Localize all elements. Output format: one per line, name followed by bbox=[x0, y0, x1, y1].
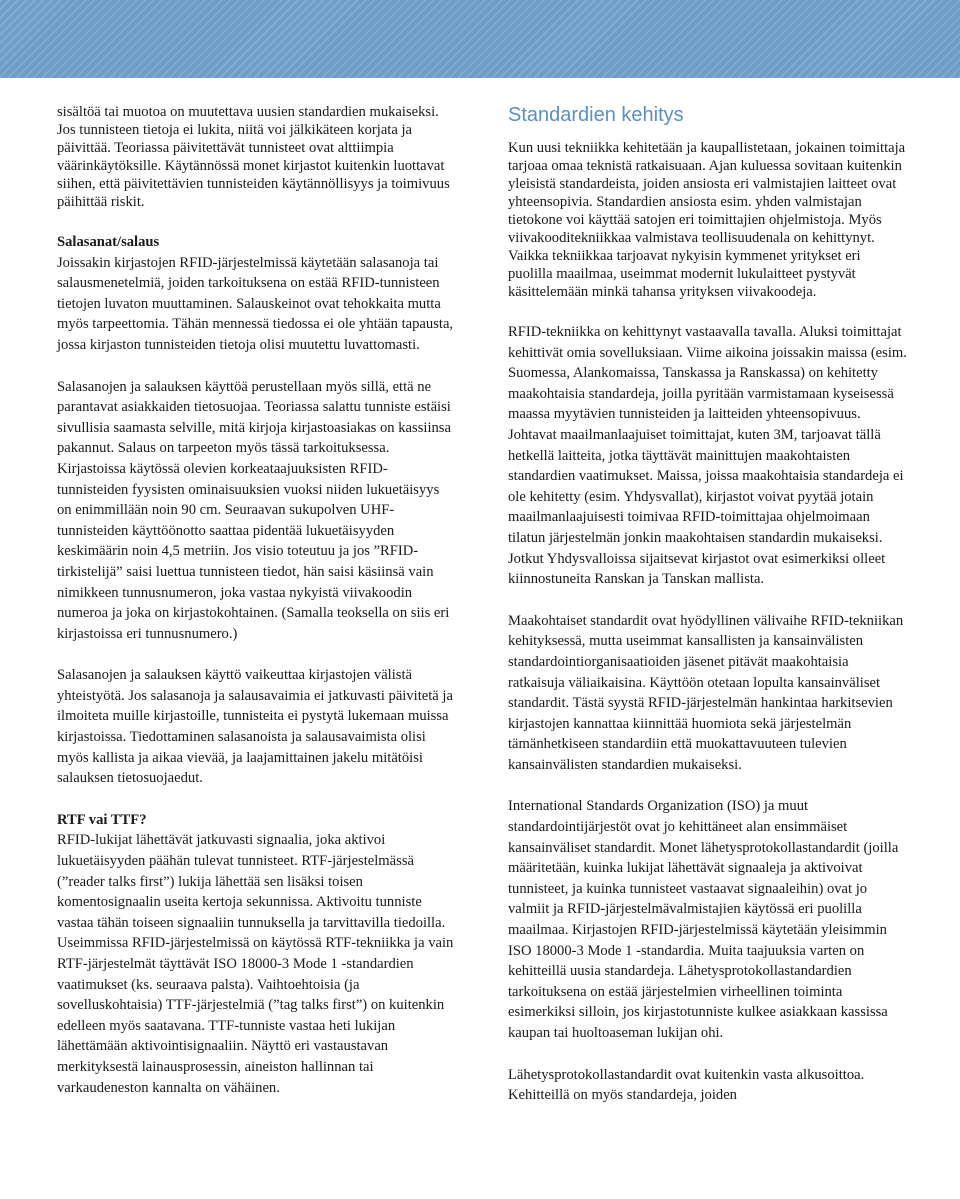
section-heading-standardien-kehitys: Standardien kehitys bbox=[508, 104, 684, 126]
paragraph: Kun uusi tekniikka kehitetään ja kaupallistetaan, jokainen toimittaja tarjoaa omaa teknistä ratkaisuaan. Ajan kuluessa sovitaan kuitenkin yleisistä standardeista, joiden ansiosta eri valmistajien laitteet ovat yhteensopivia. Standardien ansiosta esim. yhden valmistajan tietokone voi käyttää satojen eri toimittajien ohjelmistoja. Myös viivakooditekniikkaa valmistava teollisuudenala on kehittynyt. Vaikka tekniikkaa tarjoavat nykyisin kymmenet yritykset eri puolilla maailmaa, useimmat modernit lukulaitteet pystyvät käsittelemään minkä tahansa yrityksen viivakoodeja. bbox=[508, 140, 906, 300]
section-heading-salasanat: Salasanat/salaus bbox=[57, 234, 160, 250]
paragraph: RFID-lukijat lähettävät jatkuvasti signaalia, joka aktivoi lukuetäisyyden päähän tulevat tunnisteet. RTF-järjestelmässä (”reader talks first”) lukija lähettää sen lisäksi toisen komentosignaalin useita kertoja sekunnissa. Aktivoitu tunniste vastaa tähän toiseen signaaliin tunnuksella ja tarvittavilla tiedoilla. Useimmissa RFID-järjestelmissä on käytössä RTF-tekniikka ja vain RTF-järjestelmät täyttävät ISO 18000-3 Mode 1 -standardien vaatimukset (ks. seuraava palsta). Vaihtoehtoisia (ja sovelluskohtaisia) TTF-järjestelmiä (”tag talks first”) on kuitenkin edelleen myös saatavana. TTF-tunniste vastaa heti lukijan lähettämään aktivointisignaaliin. Näyttö eri vastaustavan merkityksestä lainausprosessin, aineiston hallinnan tai varkaudeneston kannalta on vähäinen. bbox=[57, 832, 454, 1096]
paragraph: RFID-tekniikka on kehittynyt vastaavalla tavalla. Aluksi toimittajat kehittivät omia sovelluksiaan. Viime aikoina joissakin maissa (esim. Suomessa, Alankomaissa, Tanskassa ja Ranskassa) on kehitetty maakohtaisia standardeja, joilla pyritään varmistamaan kyseisessä maassa myytävien tunnisteiden ja laitteiden yhteensopivuus. Johtavat maailmanlaajuiset toimittajat, kuten 3M, tarjoavat tällä hetkellä laitteita, jotka täyttävät mainittujen maakohtaisten standardien vaatimukset. Maissa, joissa maakohtaisia standardeja ei ole kehitetty (esim. Yhdysvallat), kirjastot voivat pyytää jotain maailmanlaajuisesti toimivaa RFID-toimittajaa ohjelmoimaan tilatun järjestelmän jonkin maakohtaisen standardin mukaiseksi. Jotkut Yhdysvalloissa sijaitsevat kirjastot ovat esimerkiksi olleet kiinnostuneita Ranskan ja Tanskan mallista. bbox=[508, 324, 907, 588]
paragraph: Salasanojen ja salauksen käyttö vaikeuttaa kirjastojen välistä yhteistyötä. Jos salasanoja ja salausavaimia ei jatkuvasti päivitetä ja ilmoiteta muille kirjastoille, tunnisteita ei pystytä lukemaan muissa kirjastoissa. Tiedottaminen salasanoista ja salausavaimista olisi myös kallista ja aikaa vievää, ja laajamittainen jakelu mitätöisi salauksen tietosuojaedut. bbox=[57, 667, 453, 787]
paragraph: Joissakin kirjastojen RFID-järjestelmissä käytetään salasanoja tai salausmenetelmiä, joiden tarkoituksena on estää RFID-tunnisteen tietojen luvaton muuttaminen. Salauskeinot ovat tehokkaita mutta myös tarpeettomia. Tähän mennessä tiedossa ei ole yhtään tapausta, jossa kirjaston tunnisteiden tietoja olisi muutettu luvattomasti. bbox=[57, 254, 454, 353]
paragraph: Lähetysprotokollastandardit ovat kuitenkin vasta alkusoittoa. Kehitteillä on myös standardeja, joiden bbox=[508, 1066, 865, 1104]
right-column bbox=[508, 103, 908, 1127]
left-column bbox=[57, 103, 455, 1119]
paragraph: Maakohtaiset standardit ovat hyödyllinen välivaihe RFID-tekniikan kehityksessä, mutta useimmat kansallisten ja kansainvälisten standardointiorganisaatioiden jäsenet pitävät maakohtaisia ratkaisuja väliaikaisina. Käyttöön otetaan lopulta kansainväliset standardit. Tästä syystä RFID-järjestelmän hankintaa harkitsevien kirjastojen kannattaa kiinnittää huomiota sekä järjestelmän tämänhetkiseen standardiin että muokattavuuteen tulevien kansainvälisten standardien mukaiseksi. bbox=[508, 612, 904, 773]
paragraph: International Standards Organization (ISO) ja muut standardointijärjestöt ovat jo kehittäneet alan ensimmäiset kansainväliset standardit. Monet lähetysprotokollastandardit (joilla määritetään, kuinka lukijat lähettävät signaaleja ja aktivoivat tunnisteet, ja kuinka tunnisteet vastaavat signaaleihin) ovat jo valmiit ja RFID-järjestelmävalmistajien käytössä eri puolilla maailmaa. Kirjastojen RFID-järjestelmissä käytetään yleisimmin ISO 18000-3 Mode 1 -standardia. Muita taajuuksia varten on kehitteillä uusia standardeja. Lähetysprotokollastandardien tarkoituksena on estää järjestelmien virheellinen toiminta esimerkiksi silloin, jos kirjastotunniste kulkee asiakkaan kassissa kaupan tai huoltoaseman lukijan ohi. bbox=[508, 798, 899, 1041]
section-heading-rtf: RTF vai TTF? bbox=[57, 811, 147, 828]
paragraph: sisältöä tai muotoa on muutettava uusien standardien mukaiseksi. Jos tunnisteen tietoja ei lukita, niitä voi jälkikäteen korjata ja päivittää. Teoriassa päivitettävät tunnisteet ovat alttiimpia väärinkäytöksille. Käytännössä monet kirjastot kuitenkin luottavat siihen, että päivitettävien tunnisteiden käytännöllisyys ja toimivuus päihittää riskit. bbox=[57, 104, 450, 210]
paragraph: Salasanojen ja salauksen käyttöä perustellaan myös sillä, että ne parantavat asiakkaiden tietosuojaa. Teoriassa salattu tunniste estäisi sivullisia saamasta selville, mitä kirjoja kirjastoasiakas on kassiinsa pakannut. Salaus on tarpeeton myös tässä tarkoituksessa. Kirjastoissa käytössä olevien korkeataajuuksisten RFID-tunnisteiden fyysisten ominaisuuksien vuoksi niiden lukuetäisyys on enimmillään noin 90 cm. Seuraavan sukupolven UHF-tunnisteiden käyttöönotto saattaa pidentää lukuetäisyyden keskimäärin noin 4,5 metriin. Jos visio toteutuu ja jos ”RFID-tirkistelijä” saisi luettua tunnisteen tiedot, hän saisi käsiinsä vain nimikkeen tunnusnumeron, joka vastaa nykyistä viivakoodin numeroa ja joka on kirjastokohtainen. (Samalla teoksella on siis eri kirjastoissa eri tunnusnumero.) bbox=[57, 378, 451, 642]
decorative-header-band bbox=[0, 0, 960, 78]
